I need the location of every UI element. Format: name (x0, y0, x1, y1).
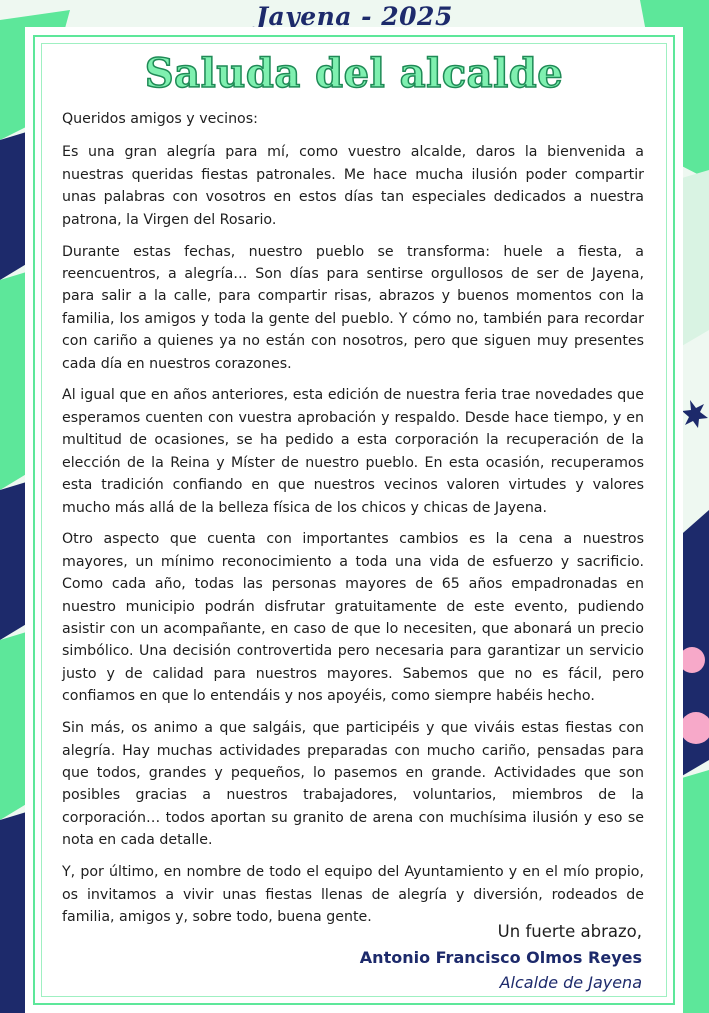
letter-body (62, 108, 644, 938)
paragraph: Y, por último, en nombre de todo el equipo del Ayuntamiento y en el mío propio, os invitamos a vivir unas fiestas llenas de alegría y diversión, rodeados de familia, amigos y, sobre todo, buena gente. (62, 864, 644, 925)
paragraph: Durante estas fechas, nuestro pueblo se transforma: huele a fiesta, a reencuentros, a alegría… Son días para sentirse orgullosos de ser de Jayena, para salir a la calle, para compartir risas, abrazos y buenos momentos con la familia, los amigos y toda la gente del pueblo. Y cómo no, también para recordar con cariño a quienes ya no están con nosotros, pero que siguen muy presentes cada día en nuestros corazones. (62, 243, 644, 372)
signatory-name: Antonio Francisco Olmos Reyes (359, 948, 642, 967)
paragraph: Es una gran alegría para mí, como vuestro alcalde, daros la bienvenida a nuestras queridas fiestas patronales. Me hace mucha ilusión poder compartir unas palabras con vosotros en estos días tan especiales dedicados a nuestra patrona, la Virgen del Rosario. (62, 144, 644, 228)
signature-block (360, 919, 642, 995)
page-title: Saluda del alcalde (144, 50, 564, 97)
paragraph: Sin más, os animo a que salgáis, que participéis y que viváis estas fiestas con alegría. Hay muchas actividades preparadas con mucho cariño, pensadas para que todos, grandes y pequeños, lo pasemos en grande. Actividades que son posibles gracias a nuestros trabajadores, voluntarios, miembros de la corporación… todos aportan su granito de arena con muchísima ilusión y eso se nota en cada detalle. (62, 720, 644, 849)
paragraph: Otro aspecto que cuenta con importantes cambios es la cena a nuestros mayores, un mínimo reconocimiento a toda una vida de esfuerzo y sacrificio. Como cada año, todas las personas mayores de 65 años empadronadas en nuestro municipio podrán disfrutar gratuitamente de este evento, pudiendo asistir con un acompañante, en caso de que lo necesiten, que abonará un precio simbólico. Una decisión controvertida pero necesaria para garantizar un servicio justo y de calidad para nuestros mayores. Sabemos que no es fácil, pero confiamos en que lo entendáis y nos apoyéis, como siempre habéis hecho. (62, 531, 644, 705)
signatory-role: Alcalde de Jayena (499, 973, 642, 992)
farewell: Un fuerte abrazo, (497, 922, 642, 941)
paragraph: Al igual que en años anteriores, esta edición de nuestra feria trae novedades que esperamos cuenten con vuestra aprobación y respaldo. Desde hace tiempo, y en multitud de ocasiones, se ha pedido a esta corporación la recuperación de la elección de la Reina y Míster de nuestro pueblo. En esta ocasión, recuperamos esta tradición confiando en que nuestros vecinos valoren virtudes y valores mucho más allá de la belleza física de los chicos y chicas de Jayena. (62, 387, 644, 516)
greeting: Queridos amigos y vecinos: (62, 111, 258, 127)
header-title: Jayena - 2025 (256, 2, 453, 31)
